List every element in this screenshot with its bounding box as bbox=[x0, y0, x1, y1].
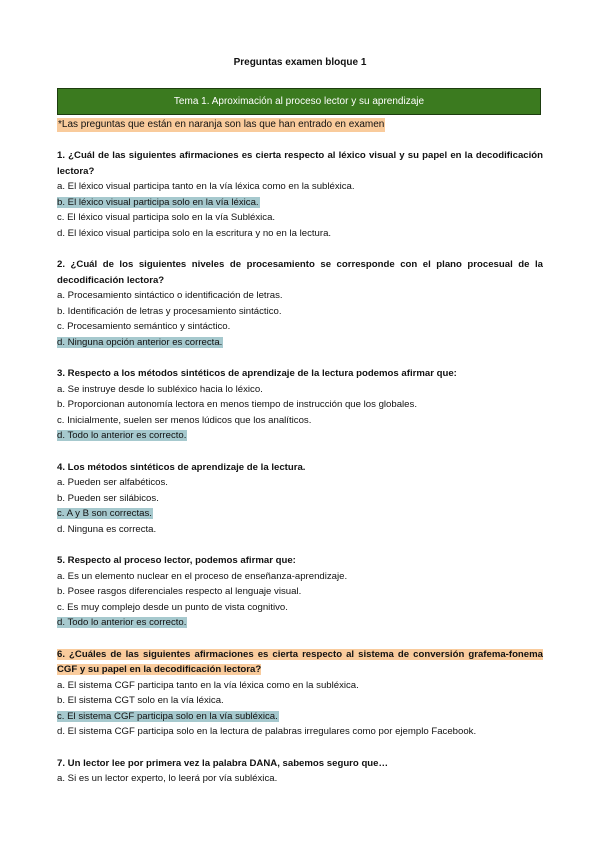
answer-option bbox=[57, 382, 543, 398]
correct-answer-option bbox=[57, 195, 543, 211]
question-text-content: 5. Respecto al proceso lector, podemos afirmar que: bbox=[57, 555, 296, 566]
question-text-content: 6. ¿Cuáles de las siguientes afirmaciones es cierta respecto al sistema de conversión grafema-fonema CGF y su papel en la decodificación lectora? bbox=[57, 648, 543, 675]
answer-option bbox=[57, 226, 543, 242]
answer-option-text: a. Si es un lector experto, lo leerá por vía subléxica. bbox=[57, 773, 278, 784]
answer-option-text: a. Se instruye desde lo subléxico hacia lo léxico. bbox=[57, 383, 263, 395]
answer-option bbox=[57, 288, 543, 304]
answer-option-text: c. Es muy complejo desde un punto de vista cognitivo. bbox=[57, 601, 288, 613]
question-block bbox=[57, 553, 543, 631]
answer-option bbox=[57, 179, 543, 195]
answer-option bbox=[57, 475, 543, 491]
answer-option-text: d. Ninguna opción anterior es correcta. bbox=[57, 336, 223, 348]
answer-option-text: b. Posee rasgos diferenciales respecto al lenguaje visual. bbox=[57, 586, 302, 597]
answer-option-text: a. El léxico visual participa tanto en la vía léxica como en la subléxica. bbox=[57, 181, 355, 192]
correct-answer-option bbox=[57, 428, 543, 444]
answer-option-text: c. El léxico visual participa solo en la vía Subléxica. bbox=[57, 212, 276, 223]
answer-option-text: d. Todo lo anterior es correcto. bbox=[57, 617, 187, 628]
question-text bbox=[57, 460, 543, 476]
answer-option-text: a. Es un elemento nuclear en el proceso de enseñanza-aprendizaje. bbox=[57, 570, 348, 582]
question-text bbox=[57, 148, 543, 179]
answer-option-text: b. Identificación de letras y procesamiento sintáctico. bbox=[57, 305, 282, 317]
answer-option bbox=[57, 693, 543, 709]
answer-option-text: a. Pueden ser alfabéticos. bbox=[57, 477, 168, 488]
answer-option bbox=[57, 304, 543, 320]
answer-option bbox=[57, 771, 543, 787]
answer-option-text: a. Procesamiento sintáctico o identificación de letras. bbox=[57, 290, 283, 301]
question-block bbox=[57, 366, 543, 444]
question-text-content: 2. ¿Cuál de los siguientes niveles de procesamiento se corresponde con el plano procesual de la decodificación lectora? bbox=[57, 259, 543, 286]
question-block bbox=[57, 756, 543, 787]
exam-note: *Las preguntas que están en naranja son las que han entrado en examen bbox=[58, 119, 385, 130]
document-title: Preguntas examen bloque 1 bbox=[233, 57, 367, 68]
answer-option-text: d. El léxico visual participa solo en la escritura y no en la lectura. bbox=[57, 227, 332, 239]
question-text bbox=[57, 257, 543, 288]
answer-option-text: b. El sistema CGT solo en la vía léxica. bbox=[57, 695, 224, 706]
answer-option-text: d. El sistema CGF participa solo en la lectura de palabras irregulares como por ejemplo Facebook. bbox=[57, 726, 477, 737]
answer-option-text: c. Inicialmente, suelen ser menos lúdicos que los analíticos. bbox=[57, 414, 312, 426]
answer-option bbox=[57, 724, 543, 740]
question-text bbox=[57, 366, 543, 382]
answer-option bbox=[57, 210, 543, 226]
answer-option-text: d. Todo lo anterior es correcto. bbox=[57, 430, 187, 441]
answer-option-text: b. Pueden ser silábicos. bbox=[57, 492, 159, 504]
question-text bbox=[57, 647, 543, 678]
answer-option bbox=[57, 491, 543, 507]
answer-option-text: c. El sistema CGF participa solo en la vía subléxica. bbox=[57, 710, 278, 722]
answer-option bbox=[57, 584, 543, 600]
correct-answer-option bbox=[57, 506, 543, 522]
question-text-content: 7. Un lector lee por primera vez la palabra DANA, sabemos seguro que… bbox=[57, 757, 389, 769]
correct-answer-option bbox=[57, 335, 543, 351]
answer-option-text: c. A y B son correctas. bbox=[57, 508, 152, 519]
answer-option bbox=[57, 413, 543, 429]
answer-option bbox=[57, 569, 543, 585]
answer-option-text: c. Procesamiento semántico y sintáctico. bbox=[57, 321, 231, 332]
answer-option bbox=[57, 678, 543, 694]
question-block bbox=[57, 647, 543, 740]
correct-answer-option bbox=[57, 709, 543, 725]
answer-option-text: a. El sistema CGF participa tanto en la vía léxica como en la subléxica. bbox=[57, 679, 359, 691]
question-text bbox=[57, 756, 543, 772]
answer-option bbox=[57, 319, 543, 335]
answer-option-text: b. El léxico visual participa solo en la vía léxica. bbox=[57, 196, 259, 208]
answer-option-text: d. Ninguna es correcta. bbox=[57, 523, 157, 535]
answer-option bbox=[57, 522, 543, 538]
answer-option bbox=[57, 397, 543, 413]
question-list bbox=[57, 148, 543, 803]
topic-banner: Tema 1. Aproximación al proceso lector y su aprendizaje bbox=[57, 88, 541, 115]
answer-option-text: b. Proporcionan autonomía lectora en menos tiempo de instrucción que los globales. bbox=[57, 399, 417, 410]
question-text-content: 1. ¿Cuál de las siguientes afirmaciones es cierta respecto al léxico visual y su papel en la decodificación lectora? bbox=[57, 150, 543, 177]
question-block bbox=[57, 460, 543, 538]
correct-answer-option bbox=[57, 615, 543, 631]
question-text-content: 3. Respecto a los métodos sintéticos de aprendizaje de la lectura podemos afirmar que: bbox=[57, 368, 457, 379]
question-text bbox=[57, 553, 543, 569]
question-text-content: 4. Los métodos sintéticos de aprendizaje de la lectura. bbox=[57, 461, 306, 473]
question-block bbox=[57, 257, 543, 350]
answer-option bbox=[57, 600, 543, 616]
question-block bbox=[57, 148, 543, 241]
